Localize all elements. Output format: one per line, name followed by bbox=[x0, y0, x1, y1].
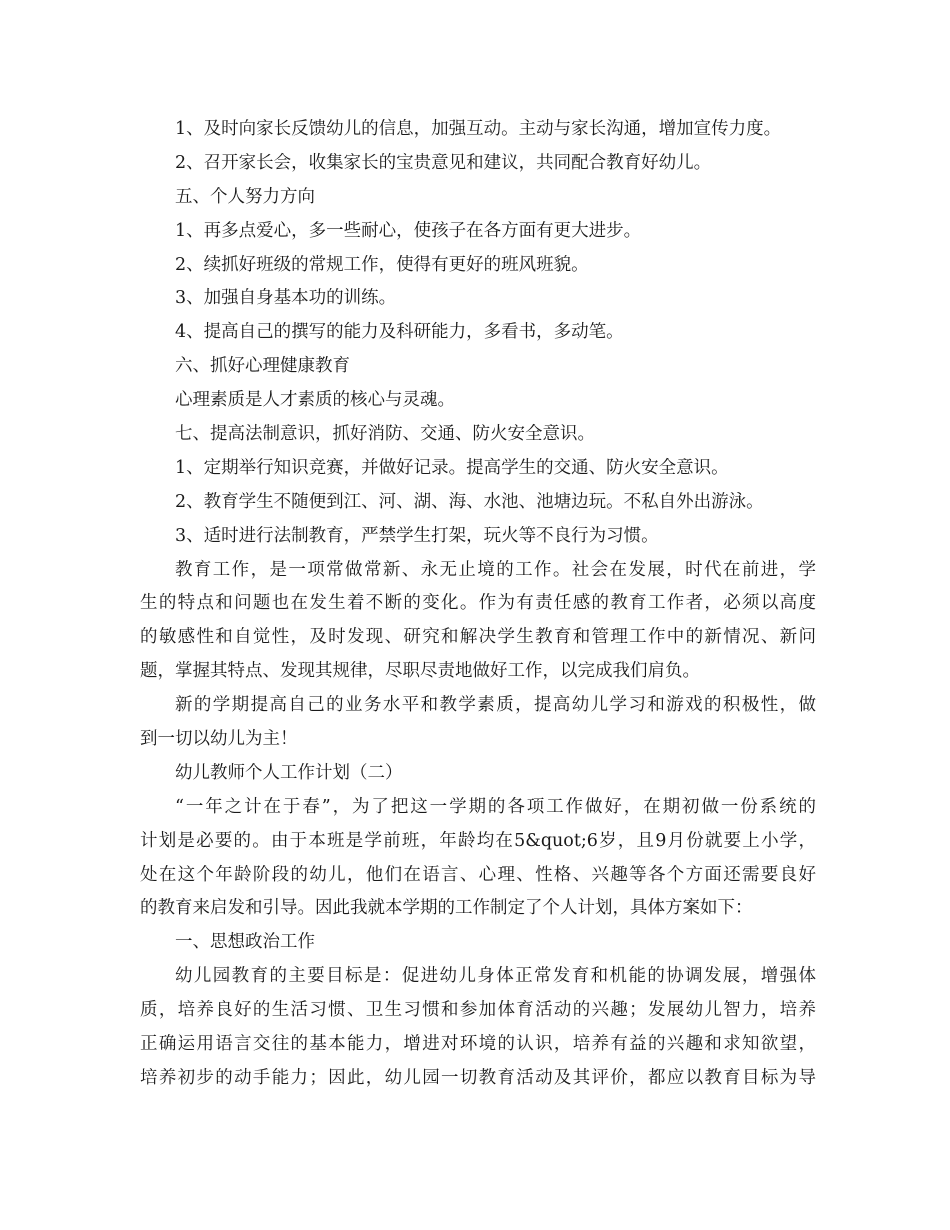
text-line: 2、召开家长会，收集家长的宝贵意见和建议，共同配合教育好幼儿。 bbox=[175, 152, 712, 173]
section-heading: 六、抓好心理健康教育 bbox=[175, 356, 350, 377]
paragraph-line: 的教育来启发和引导。因此我就本学期的工作制定了个人计划，具体方案如下： bbox=[140, 898, 753, 919]
text-line: 心理素质是人才素质的核心与灵魂。 bbox=[175, 390, 455, 411]
text-line: 3、加强自身基本功的训练。 bbox=[175, 288, 397, 309]
paragraph-line: 质，培养良好的生活习惯、卫生习惯和参加体育活动的兴趣；发展幼儿智力，培养 bbox=[140, 1000, 816, 1021]
text-line: 2、续抓好班级的常规工作，使得有更好的班风班貌。 bbox=[175, 254, 589, 275]
paragraph-line: “一年之计在于春”，为了把这一学期的各项工作做好，在期初做一份系统的 bbox=[175, 796, 816, 817]
text-line: 1、及时向家长反馈幼儿的信息，加强互动。主动与家长沟通，增加宣传力度。 bbox=[175, 119, 782, 139]
paragraph-line: 到一切以幼儿为主！ bbox=[140, 729, 298, 750]
paragraph-line: 计划是必要的。由于本班是学前班，年龄均在5&quot;6岁，且9月份就要上小学， bbox=[140, 830, 816, 851]
document-body bbox=[140, 113, 816, 1096]
text-line: 3、适时进行法制教育，严禁学生打架，玩火等不良行为习惯。 bbox=[175, 525, 659, 546]
document-subtitle: 幼儿教师个人工作计划（二） bbox=[175, 762, 403, 783]
paragraph-line: 正确运用语言交往的基本能力，增进对环境的认识，培养有益的兴趣和求知欲望， bbox=[140, 1034, 816, 1055]
text-line: 1、再多点爱心，多一些耐心，使孩子在各方面有更大进步。 bbox=[175, 220, 642, 241]
paragraph-line: 处在这个年龄阶段的幼儿，他们在语言、心理、性格、兴趣等各个方面还需要良好 bbox=[140, 864, 816, 885]
paragraph-line: 题，掌握其特点、发现其规律，尽职尽责地做好工作，以完成我们肩负。 bbox=[140, 661, 700, 682]
paragraph-line: 培养初步的动手能力；因此，幼儿园一切教育活动及其评价，都应以教育目标为导 bbox=[140, 1067, 816, 1088]
paragraph-line: 幼儿园教育的主要目标是：促进幼儿身体正常发育和机能的协调发展，增强体 bbox=[175, 966, 816, 987]
section-heading: 五、个人努力方向 bbox=[175, 186, 315, 207]
text-line: 2、教育学生不随便到江、河、湖、海、水池、池塘边玩。不私自外出游泳。 bbox=[175, 491, 764, 512]
paragraph-line: 新的学期提高自己的业务水平和教学素质，提高幼儿学习和游戏的积极性，做 bbox=[175, 695, 816, 716]
section-heading: 七、提高法制意识，抓好消防、交通、防火安全意识。 bbox=[175, 424, 595, 445]
paragraph-line: 教育工作，是一项常做常新、永无止境的工作。社会在发展，时代在前进，学 bbox=[175, 559, 816, 580]
section-heading: 一、思想政治工作 bbox=[175, 932, 315, 953]
paragraph-line: 生的特点和问题也在发生着不断的变化。作为有责任感的教育工作者，必须以高度 bbox=[140, 593, 816, 614]
text-line: 4、提高自己的撰写的能力及科研能力，多看书，多动笔。 bbox=[175, 322, 624, 343]
paragraph-line: 的敏感性和自觉性，及时发现、研究和解决学生教育和管理工作中的新情况、新问 bbox=[140, 627, 816, 648]
text-line: 1、定期举行知识竞赛，并做好记录。提高学生的交通、防火安全意识。 bbox=[175, 457, 729, 478]
